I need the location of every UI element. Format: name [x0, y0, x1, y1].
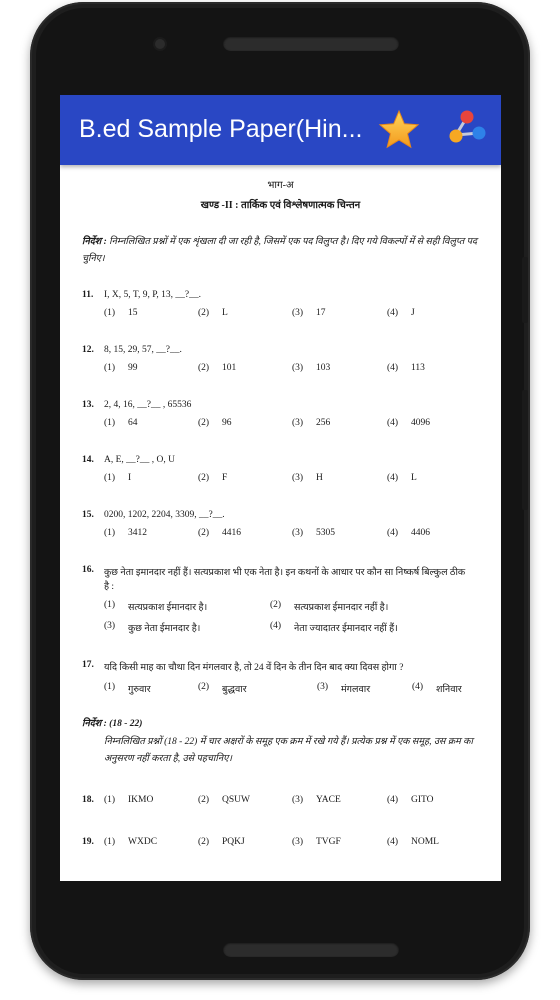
- option-text[interactable]: बुद्धवार: [222, 685, 247, 695]
- question-number: 14.: [82, 455, 94, 465]
- direction-2-text: निम्नलिखित प्रश्नों (18 - 22) में चार अक्षरों के समूह एक क्रम में रखे गये हैं। प्रत्येक प्रश्न में एक समूह, उस क्रम का अनुसरण नहीं करता है, उसे पहचानिए।: [104, 737, 473, 764]
- option-label: (3): [292, 473, 304, 483]
- option-text[interactable]: 4416: [222, 528, 241, 538]
- option-label: (2): [198, 418, 210, 428]
- option-label: (1): [104, 837, 116, 847]
- top-speaker: [223, 36, 399, 51]
- question-text: कुछ नेता इमानदार नहीं हैं। सत्यप्रकाश भी एक नेता है। इन कथनों के आधार पर कौन सा निष्कर्ष बिल्कुल ठीक: [104, 568, 466, 578]
- question-number: 17.: [82, 660, 94, 670]
- option-text[interactable]: L: [411, 473, 417, 483]
- option-text[interactable]: I: [128, 473, 132, 483]
- option-text[interactable]: H: [316, 473, 323, 483]
- option-text[interactable]: J: [411, 308, 415, 318]
- option-label: (3): [292, 795, 304, 805]
- question-text: 2, 4, 16, __?__ , 65536: [104, 400, 192, 410]
- part-heading: भाग-अ: [267, 180, 294, 191]
- option-label: (1): [104, 600, 116, 610]
- option-label: (1): [104, 363, 116, 373]
- option-label: (4): [387, 528, 399, 538]
- option-text[interactable]: गुरुवार: [128, 685, 151, 695]
- option-label: (1): [104, 418, 116, 428]
- question-paper: [60, 165, 501, 881]
- section-heading: खण्ड -II : तार्किक एवं विश्लेषणात्मक चिन्तन: [200, 200, 361, 211]
- option-text[interactable]: 64: [128, 418, 138, 428]
- option-text[interactable]: 4096: [411, 418, 430, 428]
- option-label: (3): [317, 682, 329, 692]
- option-text[interactable]: F: [222, 473, 228, 483]
- option-text[interactable]: 96: [222, 418, 232, 428]
- option-text[interactable]: नेता ज्यादातर ईमानदार नहीं हैं।: [294, 624, 398, 634]
- question-number: 15.: [82, 510, 94, 520]
- question-number: 12.: [82, 345, 94, 355]
- option-text[interactable]: 256: [316, 418, 331, 428]
- option-text[interactable]: TVGF: [316, 837, 341, 847]
- bottom-speaker: [223, 942, 399, 957]
- option-label: (4): [270, 621, 282, 631]
- option-label: (1): [104, 795, 116, 805]
- option-text[interactable]: PQKJ: [222, 837, 245, 847]
- app-bar: [60, 95, 501, 165]
- option-text[interactable]: शनिवार: [436, 685, 462, 695]
- option-label: (1): [104, 473, 116, 483]
- option-label: (4): [387, 795, 399, 805]
- option-label: (2): [198, 528, 210, 538]
- option-label: (4): [412, 682, 424, 692]
- option-label: (2): [198, 363, 210, 373]
- question-number: 16.: [82, 565, 94, 575]
- question-text: I, X, 5, T, 9, P, 13, __?__.: [104, 290, 202, 300]
- option-text[interactable]: WXDC: [128, 837, 158, 847]
- option-label: (4): [387, 308, 399, 318]
- direction-1-text: निम्नलिखित प्रश्नों में एक शृंखला दी जा रही है, जिसमें एक पद विलुप्त है। दिए गये विकल्पों में से सही विलुप्त पद चुनिए।: [82, 237, 478, 264]
- option-text[interactable]: मंगलवार: [341, 685, 371, 695]
- option-text[interactable]: 113: [411, 363, 425, 373]
- option-text[interactable]: सत्यप्रकाश ईमानदार नहीं है।: [294, 603, 389, 613]
- option-text[interactable]: QSUW: [222, 795, 250, 805]
- option-label: (4): [387, 473, 399, 483]
- option-label: (4): [387, 418, 399, 428]
- star-icon[interactable]: [378, 109, 420, 151]
- option-label: (3): [292, 418, 304, 428]
- option-text[interactable]: कुछ नेता ईमानदार है।: [128, 624, 201, 634]
- option-label: (3): [292, 308, 304, 318]
- option-text[interactable]: NOML: [411, 837, 439, 847]
- option-label: (2): [270, 600, 282, 610]
- option-label: (3): [104, 621, 116, 631]
- option-label: (4): [387, 363, 399, 373]
- question-number: 11.: [82, 290, 94, 300]
- option-label: (1): [104, 528, 116, 538]
- option-label: (2): [198, 682, 210, 692]
- option-text[interactable]: 17: [316, 308, 326, 318]
- option-label: (3): [292, 528, 304, 538]
- direction-1-label: निर्देश :: [82, 237, 107, 247]
- option-label: (1): [104, 308, 116, 318]
- option-text[interactable]: IKMO: [128, 795, 154, 805]
- option-label: (4): [387, 837, 399, 847]
- option-text[interactable]: 5305: [316, 528, 335, 538]
- option-text[interactable]: 15: [128, 308, 138, 318]
- option-text[interactable]: L: [222, 308, 228, 318]
- option-label: (3): [292, 837, 304, 847]
- option-label: (2): [198, 473, 210, 483]
- option-text[interactable]: सत्यप्रकाश ईमानदार है।: [128, 603, 208, 613]
- option-label: (3): [292, 363, 304, 373]
- question-text: A, E, __?__ , O, U: [104, 455, 175, 465]
- question-text-cont: है :: [104, 582, 115, 592]
- power-button: [522, 257, 528, 323]
- app-screen: [60, 95, 501, 881]
- direction-2-label: निर्देश : (18 - 22): [82, 719, 143, 729]
- question-text: यदि किसी माह का चौथा दिन मंगलवार है, तो 24 वें दिन के तीन दिन बाद क्या दिवस होगा ?: [104, 663, 404, 673]
- option-text[interactable]: GITO: [411, 795, 434, 805]
- option-text[interactable]: 4406: [411, 528, 430, 538]
- option-label: (1): [104, 682, 116, 692]
- direction-1: [82, 234, 487, 268]
- option-label: (2): [198, 837, 210, 847]
- option-text[interactable]: 99: [128, 363, 138, 373]
- option-text[interactable]: 3412: [128, 528, 147, 538]
- option-text[interactable]: 103: [316, 363, 331, 373]
- app-title: B.ed Sample Paper(Hin...: [79, 115, 363, 143]
- option-label: (2): [198, 795, 210, 805]
- option-text[interactable]: YACE: [316, 795, 341, 805]
- question-text: 0200, 1202, 2204, 3309, __?__.: [104, 510, 225, 520]
- question-number: 13.: [82, 400, 94, 410]
- volume-button: [522, 390, 528, 510]
- question-text: 8, 15, 29, 57, __?__.: [104, 345, 182, 355]
- share-icon[interactable]: [445, 108, 489, 152]
- option-label: (2): [198, 308, 210, 318]
- option-text[interactable]: 101: [222, 363, 237, 373]
- front-camera: [155, 39, 165, 49]
- question-number: 19.: [82, 837, 94, 847]
- question-number: 18.: [82, 795, 94, 805]
